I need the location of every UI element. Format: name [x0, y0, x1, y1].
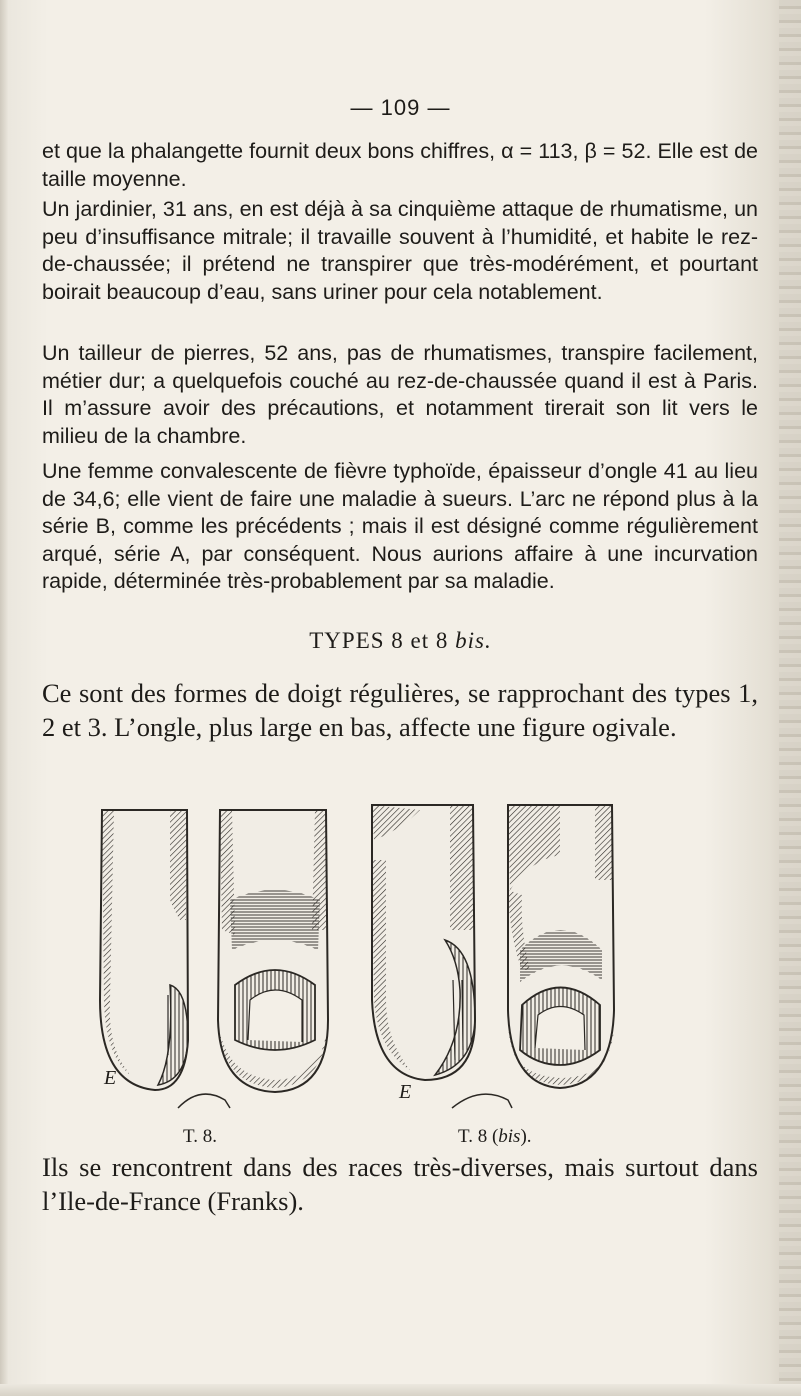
section-title-prefix: TYPES [309, 628, 385, 653]
label-e-right: E [399, 1081, 412, 1103]
paragraph-2: Un jardinier, 31 ans, en est déjà à sa cinquième attaque de rhumatisme, un peu d’insuffisance mitrale; il travaille souvent à l’humidité, et habite le rez-de-chaussée; il prétend ne transpirer que très-modérément, et pourtant boirait beaucoup d’eau, sans uriner pour cela notablement. [42, 197, 758, 304]
bottom-page-edge [0, 1384, 801, 1396]
section-title-middle: 8 et 8 [391, 628, 449, 653]
page-number: — 109 — [350, 95, 451, 120]
right-page-edge [779, 0, 801, 1396]
finger-illustrations [90, 800, 650, 1120]
paragraph-4: Une femme convalescente de fièvre typhoïde, épaisseur d’ongle 41 au lieu de 34,6; elle vient de faire une maladie à sueurs. L’arc ne répond plus à la série B, comme les précédents ; mais il est désigné comme régulièrement arqué, série A, par conséquent. Nous aurions affaire à une incurvation rapide, déterminée très-probablement par sa maladie. [42, 459, 758, 593]
section-title [0, 628, 801, 654]
closing-paragraph: Ils se rencontrent dans des races très-diverses, mais surtout dans l’Ile-de-France (Franks). [42, 1152, 758, 1216]
finger-dorsal-t8-bis [508, 805, 614, 1088]
finger-dorsal-t8 [218, 810, 328, 1092]
arc-mark-left [178, 1094, 230, 1108]
caption-t8-bis: T. 8 (bis). [458, 1126, 532, 1147]
paragraph-1: et que la phalangette fournit deux bons chiffres, α = 113, β = 52. Elle est de taille moyenne. [42, 139, 758, 191]
caption-t8: T. 8. [183, 1126, 217, 1147]
paragraph-3: Un tailleur de pierres, 52 ans, pas de rhumatismes, transpire facilement, métier dur; a quelquefois couché au rez-de-chaussée quand il est à Paris. Il m’assure avoir des précautions, et notamment tirerait son lit vers le milieu de la chambre. [42, 341, 758, 448]
figure-description: Ce sont des formes de doigt régulières, se rapprochant des types 1, 2 et 3. L’ongle, plus large en bas, affecte une figure ogivale. [42, 678, 758, 742]
finger-profile-t8-bis [372, 805, 475, 1080]
label-e-left: E [104, 1067, 117, 1089]
arc-mark-right [452, 1094, 512, 1108]
finger-profile-t8 [100, 810, 188, 1090]
left-page-edge [0, 0, 8, 1396]
section-title-suffix: bis. [455, 628, 492, 653]
